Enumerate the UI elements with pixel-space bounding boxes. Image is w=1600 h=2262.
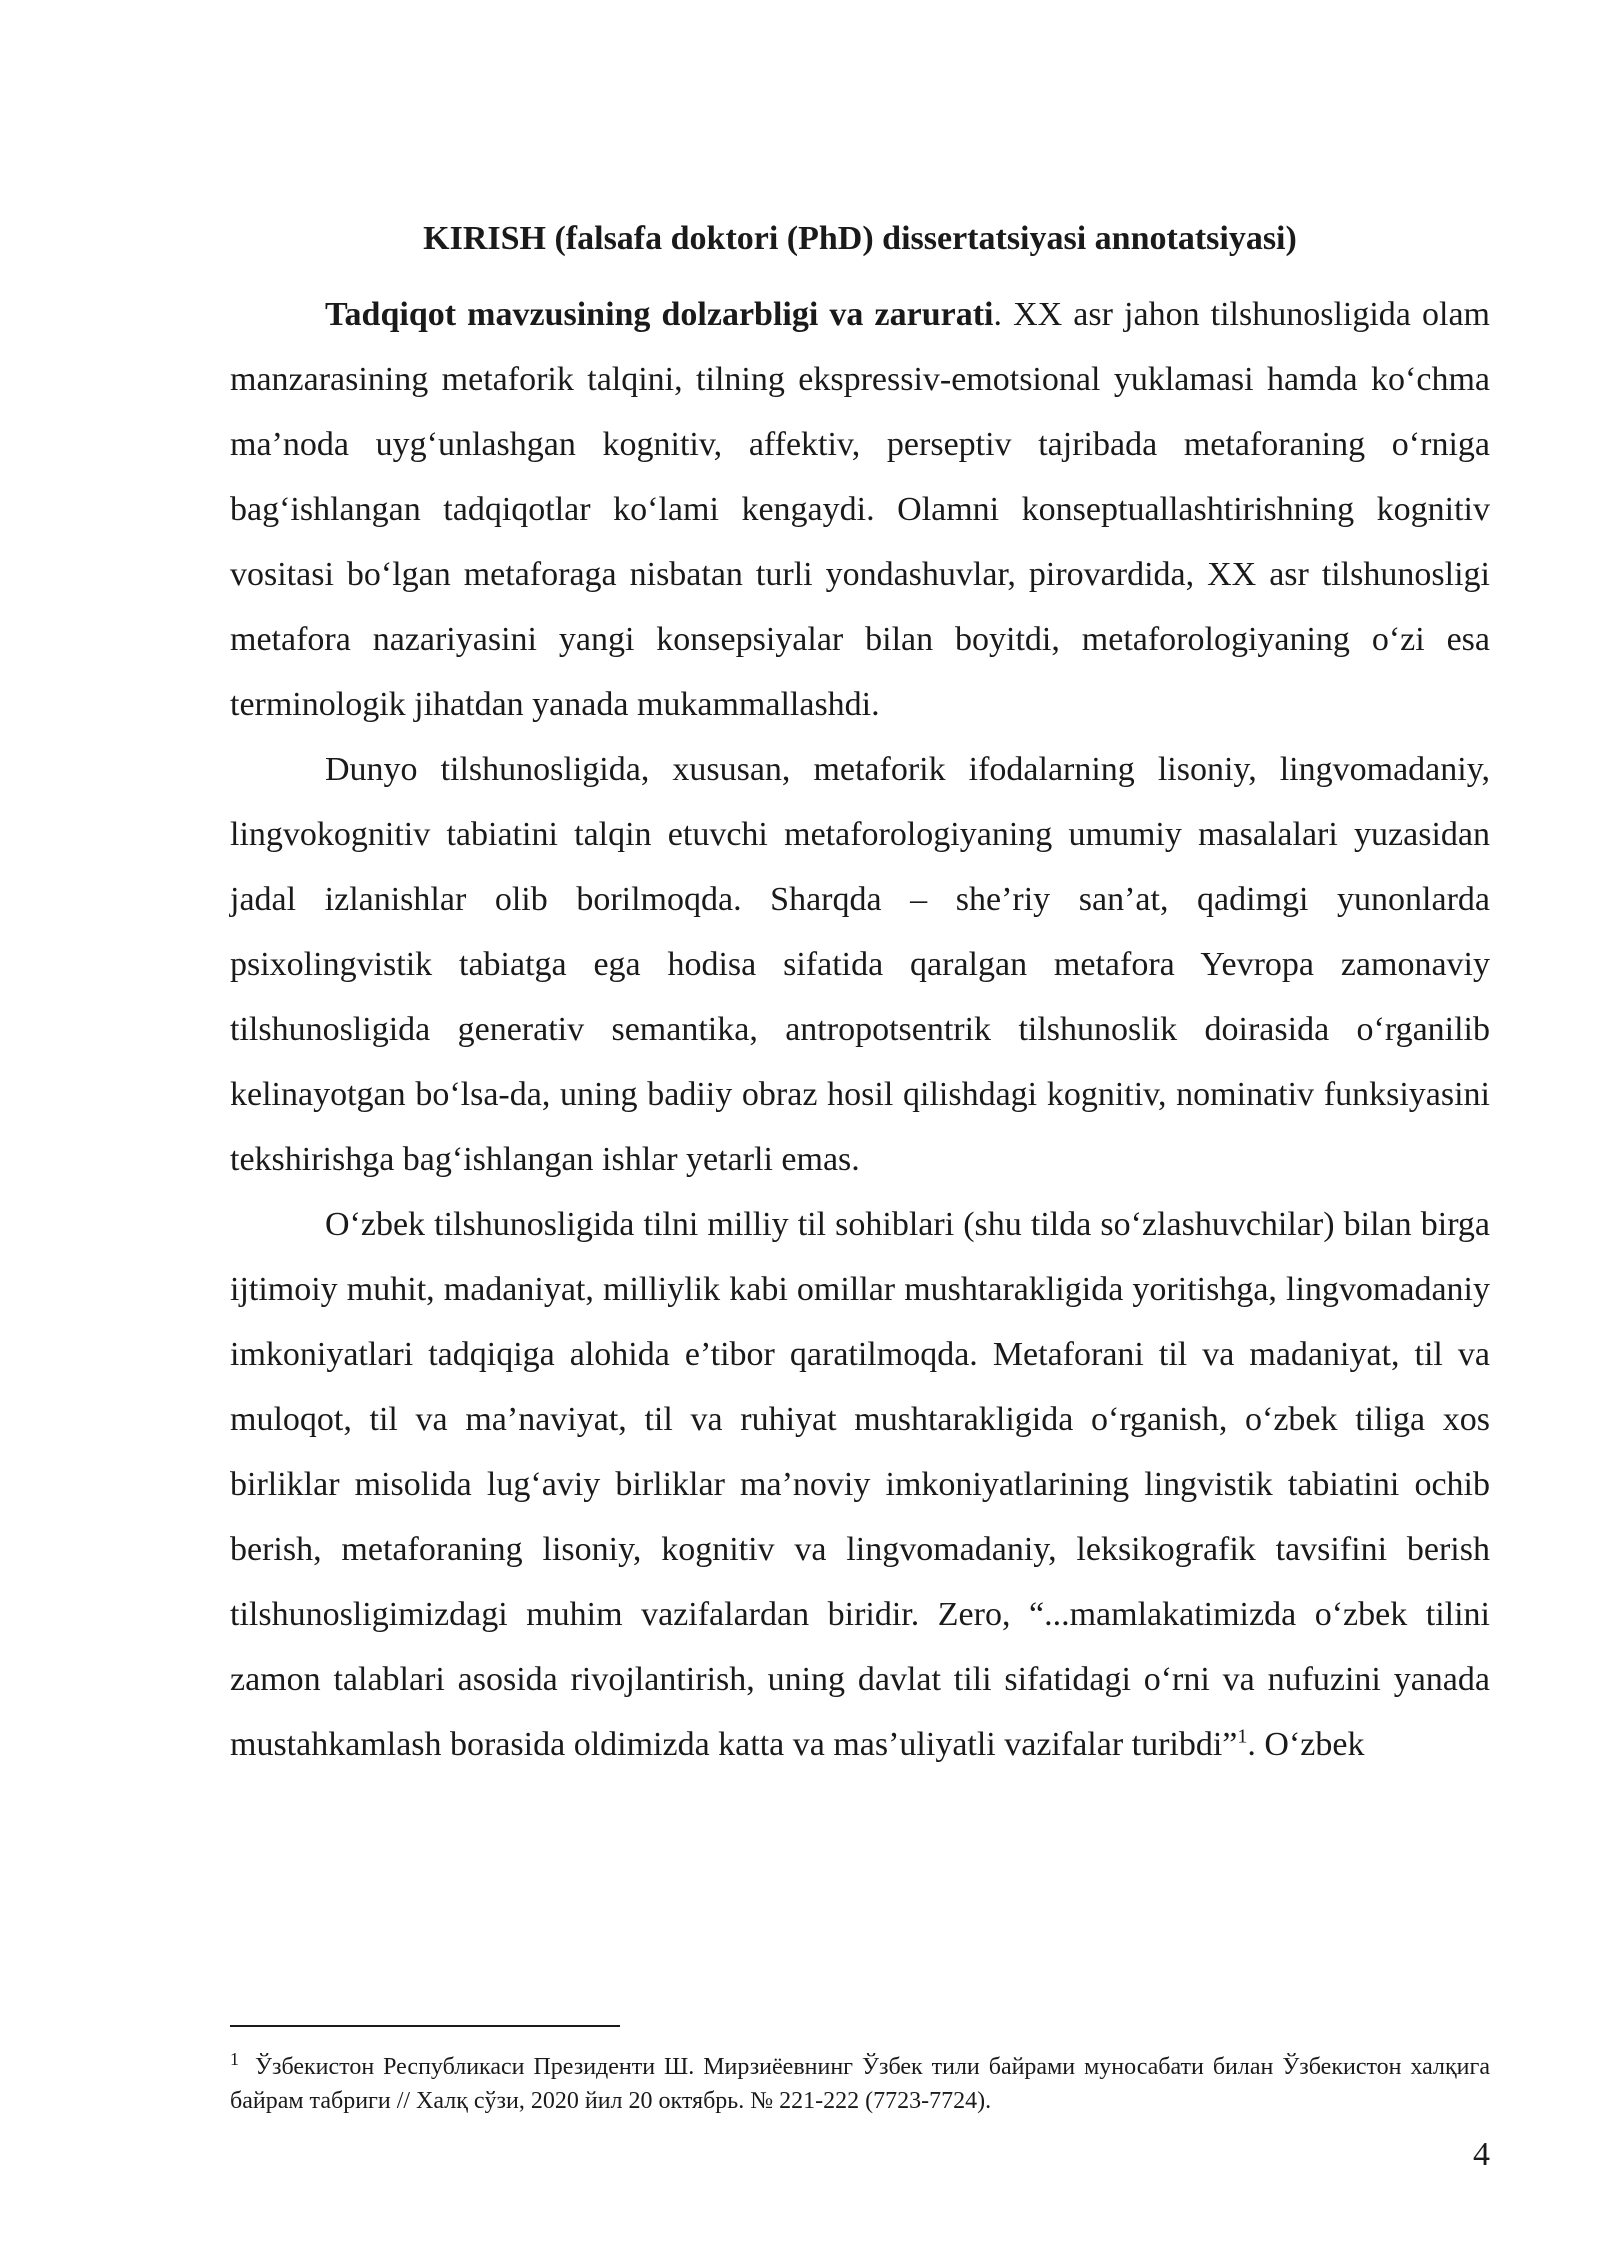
paragraph-text: O‘zbek tilshunosligida tilni milliy til sohiblari (shu tilda so‘zlashuvchilar) bilan birga ijtimoiy muhit, madaniyat, milliylik kabi omillar mushtarakligida yoritishga, lingvomadaniy imkoniyatlari tadqiqiga alohida e’tibor qaratilmoqda. Metaforani til va madaniyat, til va muloqot, til va ma’naviyat, til va ruhiyat mushtarakligida o‘rganish, o‘zbek tiliga xos birliklar misolida lug‘aviy birliklar ma’noviy imkoniyatlarining lingvistik tabiatini ochib berish, metaforaning lisoniy, kognitiv va lingvomadaniy, leksikografik tavsifini berish tilshunosligimizdagi muhim vazifalardan biridir. Zero, “...mamlakatimizda o‘zbek tilini zamon talablari asosida rivojlantirish, uning davlat tili sifatidagi o‘rni va nufuzini yanada mustahkamlash borasida oldimizda katta va mas’uliyatli vazifalar turibdi” [230,1206,1490,1763]
footnote [230,2050,1490,2118]
page-number: 4 [1473,2136,1490,2173]
footnote-separator [230,2025,620,2027]
footnote-number: 1 [230,2049,239,2069]
section-heading: KIRISH (falsafa doktori (PhD) dissertatsiyasi annotatsiyasi) [423,220,1297,257]
footnote-reference[interactable]: 1 [1237,1725,1248,1748]
body-text [230,282,1490,1777]
paragraph-text: Dunyo tilshunosligida, xususan, metaforik ifodalarning lisoniy, lingvomadaniy, lingvokognitiv tabiatini talqin etuvchi metaforologiyaning umumiy masalalari yuzasidan jadal izlanishlar olib borilmoqda. Sharqda – she’riy san’at, qadimgi yunonlarda psixolingvistik tabiatga ega hodisa sifatida qaralgan metafora Yevropa zamonaviy tilshunosligida generativ semantika, antropotsentrik tilshunoslik doirasida o‘rganilib kelinayotgan bo‘lsa-da, uning badiiy obraz hosil qilishdagi kognitiv, nominativ funksiyasini tekshirishga bag‘ishlangan ishlar yetarli emas. [230,751,1490,1178]
paragraph-text: . XX asr jahon tilshunosligida olam manzarasining metaforik talqini, tilning ekspressiv-emotsional yuklamasi hamda ko‘chma ma’noda uyg‘unlashgan kognitiv, affektiv, perseptiv tajribada metaforaning o‘rniga bag‘ishlangan tadqiqotlar ko‘lami kengaydi. Olamni konseptuallashtirishning kognitiv vositasi bo‘lgan metaforaga nisbatan turli yondashuvlar, pirovardida, XX asr tilshunosligi metafora nazariyasini yangi konsepsiyalar bilan boyitdi, metaforologiyaning o‘zi esa terminologik jihatdan yanada mukammallashdi. [230,296,1490,723]
paragraph-uzbek-linguistics [230,1192,1490,1777]
footnote-text: Ўзбекистон Республикаси Президенти Ш. Мирзиёевнинг Ўзбек тили байрами муносабати билан Ўзбекистон халқига байрам табриги // Халқ сўзи, 2020 йил 20 октябрь. № 221-222 (7723-7724). [230,2054,1490,2114]
paragraph-tail: . O‘zbek [1247,1726,1365,1763]
paragraph-lead-term: Tadqiqot mavzusining dolzarbligi va zarurati [325,296,994,333]
paragraph-relevance [230,282,1490,737]
paragraph-world-linguistics [230,737,1490,1192]
